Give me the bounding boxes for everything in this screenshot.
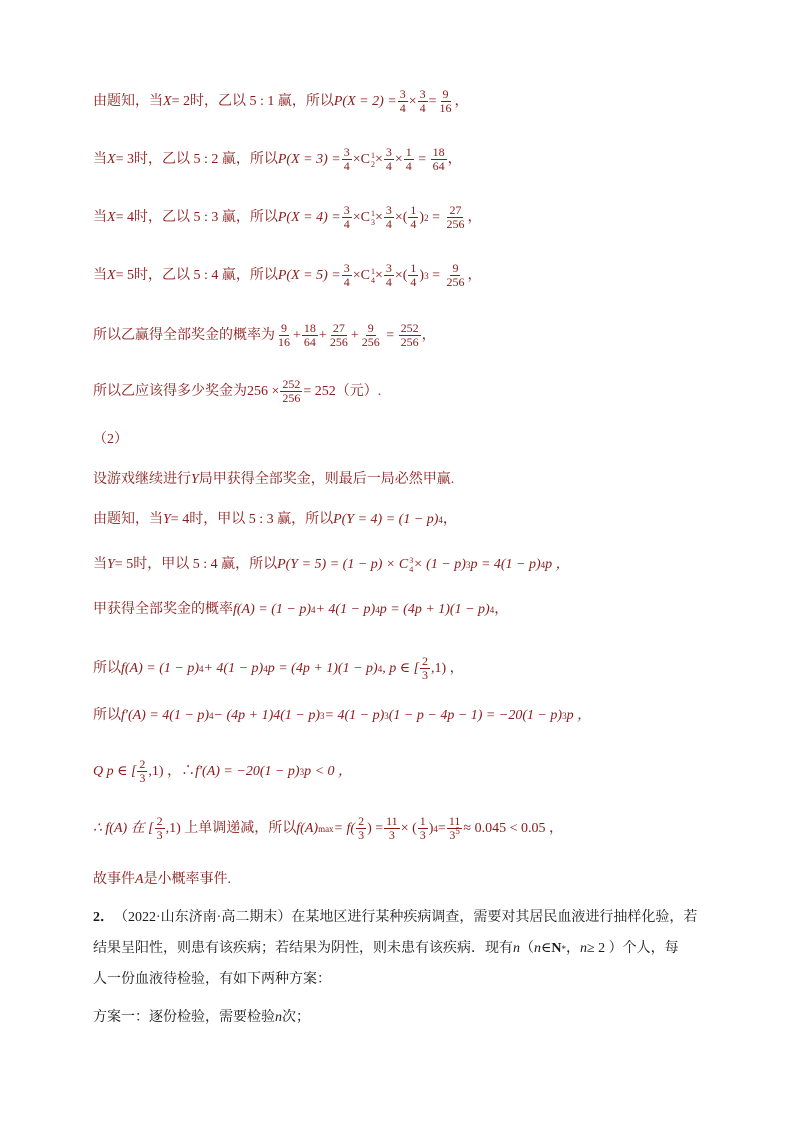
fraction: $\frac{3}{4}$ xyxy=(343,261,350,289)
fraction: $\frac{3}{4}$ xyxy=(399,87,406,115)
fraction: $\frac{9}{16}$ xyxy=(278,321,290,349)
text: 所以乙赢得全部奖金的概率为 xyxy=(93,327,275,343)
fraction: $\frac{2}{3}$ xyxy=(422,654,429,682)
combination-indices: 1 3 xyxy=(370,208,375,227)
question-text: （2022·山东济南·高二期末）在某地区进行某种疾病调查，需要对其居民血液进行抽样化验，若 xyxy=(114,910,698,925)
text: 当 xyxy=(93,151,107,167)
solution-line-fA: 甲获得全部奖金的概率 f(A) = (1 − p) 4 + 4(1 − p) 4 p = (4p + 1)(1 − p) 4 ， xyxy=(93,600,508,620)
solution-line-y4: 由题知，当 Y = 4时，甲以 5 : 3 赢，所以 P(Y = 4) = (1 − p) 4 ， xyxy=(93,510,457,530)
combination: C xyxy=(360,151,370,167)
fraction: $\frac{2}{3}$ xyxy=(358,814,365,842)
expr: P(Y = 4) = (1 − p) xyxy=(333,512,439,527)
fraction: $\frac{9}{16}$ xyxy=(439,87,452,115)
combination-indices: 1 4 xyxy=(370,266,375,285)
expr: f(A) = (1 − p) xyxy=(121,660,199,676)
fraction: $\frac{1}{4}$ xyxy=(410,261,417,289)
plan-one-line: 方案一：逐份检验，需要检验 n 次； xyxy=(93,1010,310,1025)
fraction: $\frac{18}{64}$ xyxy=(303,321,316,349)
expr: = 252（元）. xyxy=(303,383,382,399)
solution-line-max: ∴ f(A) 在 [ $\frac{2}{3}$ ,1) 上单调递减，所以 f(A) max = f( $\frac{2}{3}$ ) = $\frac{11}{3}$ × ( $\frac{1}{3}$ ) 4 = $\frac{11}{3^5}$ ≈ 0.045 < 0.05 ， xyxy=(93,814,563,842)
fraction: $\frac{2}{3}$ xyxy=(139,757,146,785)
text: 当 xyxy=(93,267,107,283)
solution-line-derivative-sign: Q p ∈ [ $\frac{2}{3}$ ,1) ，∴ f′(A) = −20(1 − p) 3 p < 0 ， xyxy=(93,757,353,785)
solution-line-y-intro: 设游戏继续进行 Y 局甲获得全部奖金，则最后一局必然甲赢. xyxy=(93,470,454,490)
fraction: $\frac{3}{4}$ xyxy=(385,203,392,231)
var-a: A xyxy=(135,872,144,887)
fraction: $\frac{2}{3}$ xyxy=(156,814,163,842)
expr: 256 × xyxy=(247,383,280,399)
part-label: （2） xyxy=(93,432,128,447)
fraction: $\frac{1}{4}$ xyxy=(410,203,417,231)
fraction: $\frac{9}{256}$ xyxy=(361,321,380,349)
text: 当 xyxy=(93,209,107,225)
solution-line-x2 xyxy=(93,88,469,115)
expr: f(A) = (1 − p) xyxy=(233,602,311,617)
solution-line-total: 所以乙赢得全部奖金的概率为 $\frac{9}{16}$ + $\frac{18}{64}$ + $\frac{27}{256}$ + $\frac{9}{256}$ = $\frac{252}{256}$ ， xyxy=(93,321,436,349)
var-x: X xyxy=(107,267,116,283)
fraction: $\frac{3}{4}$ xyxy=(419,87,426,115)
conclusion-line: 故事件 A 是小概率事件. xyxy=(93,870,231,890)
text: = 4时，乙以 5 : 3 赢，所以 xyxy=(115,209,278,225)
fraction: $\frac{1}{3}$ xyxy=(419,814,426,842)
question-2-heading xyxy=(93,908,697,928)
combination-indices: 3 4 xyxy=(409,556,414,574)
var-x: X xyxy=(107,151,116,167)
text: 所以乙应该得多少奖金为 xyxy=(93,383,247,399)
fraction: $\frac{11}{3}$ xyxy=(386,814,398,842)
question-2-line2: 结果呈阳性，则患有该疾病；若结果为阴性，则未患有该疾病．现有 n （ n ∈ N * ， n ≥ 2 ）个人，每 xyxy=(93,941,679,956)
prob-expr: P(X = 5) = xyxy=(277,267,341,283)
solution-line-prize xyxy=(93,378,381,405)
fraction: $\frac{3}{4}$ xyxy=(343,203,350,231)
question-2-line3: 人一份血液待检验，有如下两种方案： xyxy=(93,972,331,987)
fraction: $\frac{3}{4}$ xyxy=(385,145,392,173)
var-y: Y xyxy=(163,512,171,527)
times-sign: × xyxy=(408,93,417,109)
fraction: $\frac{252}{256}$ xyxy=(400,321,419,349)
fraction: $\frac{18}{64}$ xyxy=(432,145,445,173)
fraction: $\frac{9}{256}$ xyxy=(446,261,465,289)
combination: C xyxy=(360,267,370,283)
fraction: $\frac{1}{4}$ xyxy=(405,145,412,173)
solution-line-x5: 当 X = 5时，乙以 5 : 4 赢，所以 P(X = 5) = $\frac{3}{4}$ × C 1 4 × $\frac{3}{4}$ ×( $\frac{1}{4}$ ) 3 = $\frac{9}{256}$ ， xyxy=(93,261,482,289)
prob-expr: P(X = 4) = xyxy=(277,209,341,225)
expr: P(Y = 5) = (1 − p) × C xyxy=(277,557,409,572)
prob-expr: P(X = 2) = xyxy=(333,93,397,109)
var-y: Y xyxy=(191,472,199,487)
expr: f′(A) = 4(1 − p) xyxy=(121,708,210,723)
expr: ∴ f(A) 在 [ xyxy=(93,820,154,836)
fraction: $\frac{11}{3^5}$ xyxy=(448,814,461,842)
text: = 2时，乙以 5 : 1 赢，所以 xyxy=(171,93,334,109)
fraction: $\frac{27}{256}$ xyxy=(329,321,348,349)
fraction: $\frac{252}{256}$ xyxy=(282,377,301,405)
solution-line-derivative: 所以 f′(A) = 4(1 − p) 4 − (4p + 1)4(1 − p) 3 = 4(1 − p) 3 (1 − p − 4p − 1) = −20(1 − p) 3 p ， xyxy=(93,706,591,726)
fraction: $\frac{3}{4}$ xyxy=(343,145,350,173)
punct: ， xyxy=(454,93,469,109)
text: = 3时，乙以 5 : 2 赢，所以 xyxy=(115,151,278,167)
solution-line-x3: 当 X = 3时，乙以 5 : 2 赢，所以 P(X = 3) = $\frac{3}{4}$ × C 1 2 × $\frac{3}{4}$ × $\frac{1}{4}$ = $\frac{18}{64}$ ， xyxy=(93,145,462,173)
var-y: Y xyxy=(107,557,115,572)
combination-indices: 1 2 xyxy=(370,150,375,169)
solution-line-x4: 当 X = 4时，乙以 5 : 3 赢，所以 P(X = 4) = $\frac{3}{4}$ × C 1 3 × $\frac{3}{4}$ ×( $\frac{1}{4}$ ) 2 = $\frac{27}{256}$ ， xyxy=(93,203,482,231)
expr: Q p ∈ [ xyxy=(93,763,137,779)
var-x: X xyxy=(107,209,116,225)
var-x: X xyxy=(163,93,172,109)
text: 由题知，当 xyxy=(93,93,163,109)
solution-line-y5: 当 Y = 5时，甲以 5 : 4 赢，所以 P(Y = 5) = (1 − p) × C 3 4 × (1 − p) 3 p = 4(1 − p) 4 p ， xyxy=(93,556,570,574)
question-number: 2． xyxy=(93,910,114,925)
fraction: $\frac{3}{4}$ xyxy=(385,261,392,289)
prob-expr: P(X = 3) = xyxy=(277,151,341,167)
fraction: $\frac{27}{256}$ xyxy=(446,203,465,231)
solution-line-fA-domain: 所以 f(A) = (1 − p) 4 + 4(1 − p) 4 p = (4p + 1)(1 − p) 4 , p ∈ [ $\frac{2}{3}$ ,1) ， xyxy=(93,654,464,682)
combination: C xyxy=(360,209,370,225)
equals: = xyxy=(428,93,437,109)
text: = 5时，乙以 5 : 4 赢，所以 xyxy=(115,267,278,283)
